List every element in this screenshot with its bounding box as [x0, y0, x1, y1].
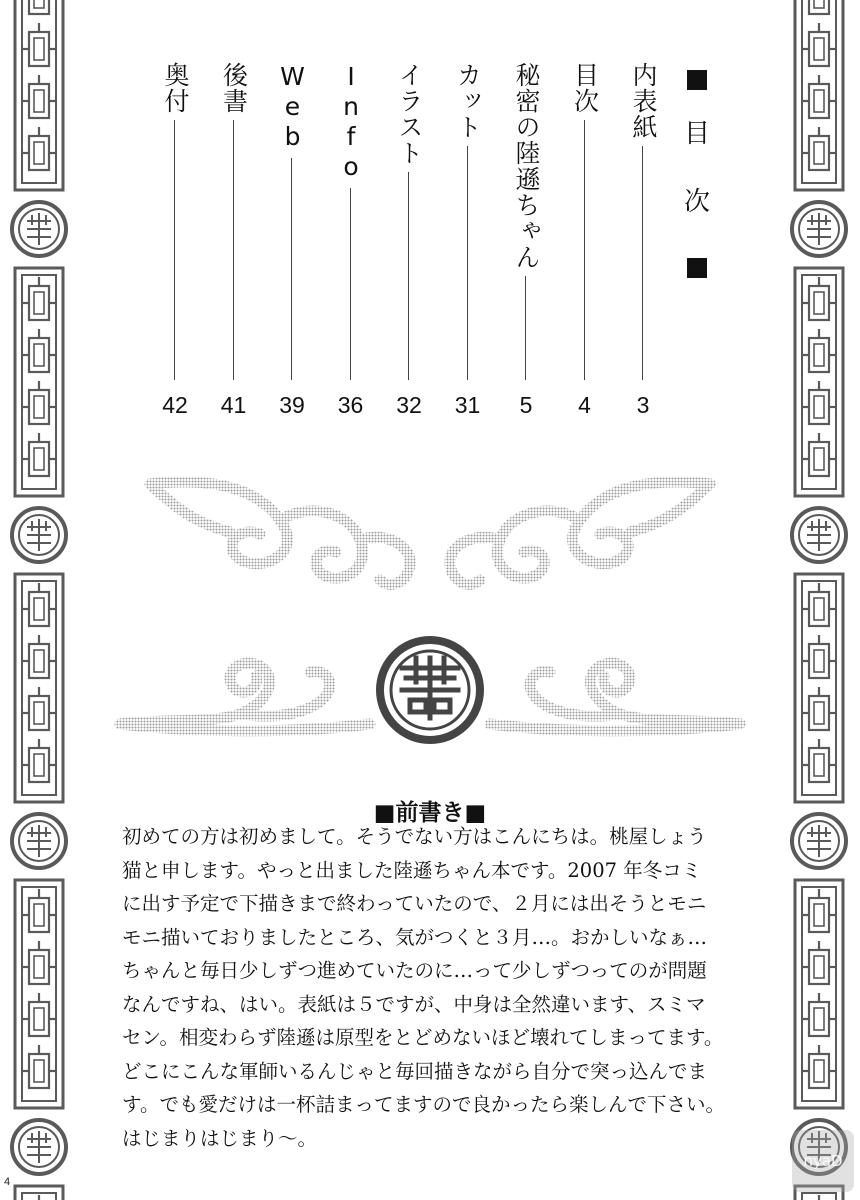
toc-entry-title: イラスト: [395, 62, 424, 166]
lattice-pattern-icon: [10, 0, 68, 1200]
toc-entry: [333, 62, 369, 420]
toc-heading-char: 次: [683, 187, 710, 217]
toc-entry-page: 42: [162, 392, 188, 418]
toc-heading: [675, 70, 719, 360]
double-happiness-cloud-icon: [110, 462, 750, 762]
preface-line: どこにこんな軍師いるんじゃと毎回描きながら自分で突っ込んでま: [122, 1059, 708, 1083]
toc-entry-title: 後書: [219, 62, 249, 114]
toc-entry-title: カット: [453, 62, 483, 140]
square-bullet-icon: [687, 258, 707, 278]
toc-entry: [450, 62, 486, 420]
toc-entry: [625, 62, 661, 420]
preface-line: モニ描いておりましたところ、気がつくと３月…。おかしいなぁ…: [122, 925, 708, 949]
toc-entry: [567, 62, 603, 420]
preface-line: なんですね、はい。表紙は５ですが、中身は全然違います、スミマ: [122, 992, 706, 1016]
preface-line: す。でも愛だけは一杯詰まってますので良かったら楽しんで下さい。: [122, 1093, 725, 1116]
toc-entry-page: 5: [519, 392, 533, 418]
toc-entry-title: Info: [336, 62, 366, 182]
preface-line: 初めての方は初めまして。そうでない方はこんにちは。桃屋しょう: [122, 825, 707, 848]
toc-leader-line: [584, 120, 585, 380]
preface-body: [122, 820, 725, 1155]
toc-entry-page: 31: [454, 392, 481, 418]
toc-entry: [216, 62, 252, 420]
toc-entry-title: 奥付: [161, 62, 190, 114]
toc-leader-line: [350, 188, 351, 380]
toc-entry-page: 41: [220, 392, 247, 418]
toc-entry: [391, 62, 427, 420]
cloud-ornament: [110, 462, 750, 762]
toc-entry: [508, 62, 544, 420]
watermark-logo: nyaD: [792, 1130, 854, 1192]
toc-entry-page: 4: [578, 392, 591, 418]
toc-entry-title: 目次: [570, 62, 600, 114]
toc-entry-page: 3: [636, 392, 650, 418]
page-number: 4: [4, 1176, 11, 1188]
toc-leader-line: [642, 146, 643, 380]
toc-entry: [157, 62, 193, 420]
toc-leader-line: [408, 172, 409, 380]
toc-heading-char: 目: [683, 119, 710, 149]
toc-entry-page: 36: [337, 392, 364, 418]
preface-line: ちゃんと毎日少しずつ進めていたのに…って少しずつってのが問題: [122, 959, 707, 982]
lattice-pattern-icon: [790, 0, 848, 1200]
toc-entry-page: 39: [279, 392, 305, 418]
lattice-border-left: [10, 0, 68, 1200]
toc-leader-line: [233, 120, 234, 380]
preface-line: に出す予定で下描きまで終わっていたので、２月には出そうとモニ: [122, 892, 707, 915]
toc-leader-line: [467, 146, 468, 380]
toc-leader-line: [291, 158, 292, 380]
square-bullet-icon: [687, 70, 707, 90]
preface-heading: ■前書き■: [373, 800, 487, 826]
toc-entry-title: Web: [278, 62, 307, 152]
toc-leader-line: [174, 120, 175, 380]
preface-line: 猫と申します。やっと出ました陸遜ちゃん本です。2007 年冬コミ: [122, 858, 702, 882]
toc-entry-title: 内表紙: [629, 62, 658, 140]
table-of-contents: [130, 62, 710, 422]
lattice-border-right: [790, 0, 848, 1200]
toc-entry-page: 32: [396, 392, 422, 418]
toc-leader-line: [525, 276, 526, 380]
preface-line: はじまりはじまり～。: [122, 1126, 318, 1150]
toc-entry: [274, 62, 310, 420]
preface-line: セン。相変わらず陸遜は原型をとどめないほど壊れてしまってます。: [122, 1026, 724, 1049]
toc-entry-title: 秘密の陸遜ちゃん: [512, 62, 541, 270]
